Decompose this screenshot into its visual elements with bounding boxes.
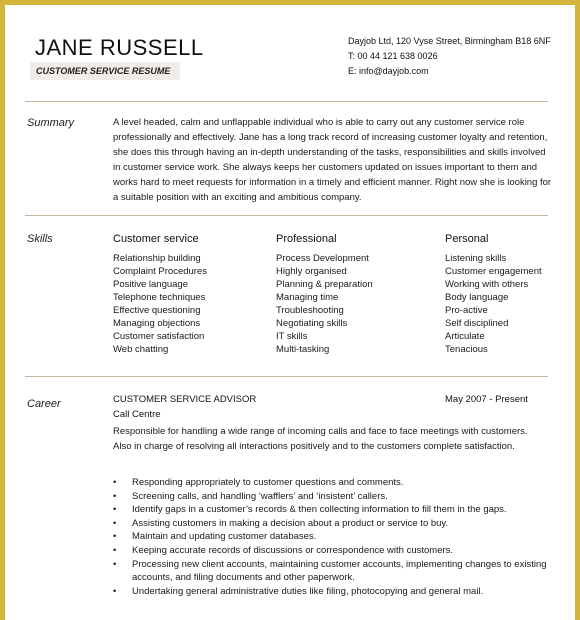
duty-text: Screening calls, and handling ‘wafflers’ and ‘insistent’ callers. bbox=[132, 490, 388, 502]
skill-item: Telephone techniques bbox=[113, 292, 206, 303]
skill-item: Pro-active bbox=[445, 305, 488, 316]
job-title: CUSTOMER SERVICE ADVISOR bbox=[113, 394, 257, 405]
skill-item: Body language bbox=[445, 292, 509, 303]
skills-column-heading: Professional bbox=[276, 233, 337, 245]
skills-column-personal bbox=[445, 233, 542, 356]
skills-column-heading: Personal bbox=[445, 233, 489, 245]
divider-summary bbox=[25, 101, 548, 102]
skills-heading: Skills bbox=[27, 233, 53, 245]
bullet-icon: • bbox=[113, 544, 117, 556]
list-item bbox=[113, 503, 553, 517]
list-item bbox=[113, 544, 553, 558]
duty-text: Identify gaps in a customer’s records & then collecting information to fill them in the gaps. bbox=[132, 504, 507, 516]
skill-item: Positive language bbox=[113, 279, 188, 290]
duty-text: Processing new client accounts, maintaining customer accounts, implementing changes to existing accounts, and filing documents and other paperwork. bbox=[132, 558, 547, 584]
duty-text: Assisting customers in making a decision about a product or service to buy. bbox=[132, 517, 449, 529]
skill-item: Listening skills bbox=[445, 253, 507, 264]
skill-item: Articulate bbox=[445, 331, 485, 342]
job-dates: May 2007 - Present bbox=[445, 394, 528, 405]
bullet-icon: • bbox=[113, 585, 117, 597]
candidate-name: JANE RUSSELL bbox=[35, 35, 204, 60]
skills-column-professional bbox=[276, 233, 373, 356]
skill-item: Managing time bbox=[276, 292, 339, 303]
duty-text: Undertaking general administrative duties like filing, photocopying and general mail. bbox=[132, 585, 484, 597]
list-item bbox=[113, 517, 553, 531]
skill-item: Process Development bbox=[276, 253, 369, 264]
skill-item: Highly organised bbox=[276, 266, 347, 277]
skill-item: Managing objections bbox=[113, 318, 201, 329]
contact-block bbox=[348, 34, 551, 79]
duty-text: Responding appropriately to customer questions and comments. bbox=[132, 477, 404, 488]
list-item bbox=[113, 490, 553, 504]
skill-item: Self disciplined bbox=[445, 318, 509, 329]
skill-item: Relationship building bbox=[113, 253, 201, 264]
skill-item: IT skills bbox=[276, 331, 308, 342]
divider-career bbox=[25, 376, 548, 377]
bullet-icon: • bbox=[113, 531, 117, 543]
list-item bbox=[113, 476, 553, 490]
summary-text: A level headed, calm and unflappable individual who is able to carry out any customer service role professionally and effectively. Jane has a long track record of increasing customer loyalty and retention, she does this through having an in-depth understanding of the tasks, responsibilities and skills involved in customer service work. She always keeps her customers updated on issues important to them and works hard to meet requests for information in a timely and efficient manner. Right now she is looking for a suitable position with an exciting and ambitious company. bbox=[113, 117, 552, 203]
divider-skills bbox=[25, 215, 548, 216]
duty-text: Keeping accurate records of discussions or correspondence with customers. bbox=[132, 544, 454, 556]
skill-item: Troubleshooting bbox=[276, 305, 344, 316]
summary-heading: Summary bbox=[27, 117, 75, 129]
skill-item: Web chatting bbox=[113, 344, 169, 355]
skill-item: Tenacious bbox=[445, 344, 488, 355]
contact-address: Dayjob Ltd, 120 Vyse Street, Birmingham B18 6NF bbox=[348, 36, 551, 46]
resume-page bbox=[5, 5, 575, 620]
employer-name: Call Centre bbox=[113, 409, 161, 420]
skills-column-heading: Customer service bbox=[113, 233, 199, 245]
bullet-icon: • bbox=[113, 490, 117, 502]
skill-item: Complaint Procedures bbox=[113, 266, 207, 277]
contact-email: E: info@dayjob.com bbox=[348, 66, 429, 76]
list-item bbox=[113, 585, 553, 599]
career-heading: Career bbox=[27, 398, 61, 410]
skill-item: Effective questioning bbox=[113, 305, 201, 316]
bullet-icon: • bbox=[113, 517, 117, 529]
duties-list bbox=[113, 476, 553, 598]
bullet-icon: • bbox=[113, 477, 117, 488]
skill-item: Planning & preparation bbox=[276, 279, 373, 290]
bullet-icon: • bbox=[113, 558, 117, 570]
skill-item: Negotiating skills bbox=[276, 318, 348, 329]
skill-item: Customer engagement bbox=[445, 266, 542, 277]
contact-phone: T: 00 44 121 638 0026 bbox=[348, 51, 438, 61]
skill-item: Working with others bbox=[445, 279, 529, 290]
list-item bbox=[113, 530, 553, 544]
list-item bbox=[113, 558, 553, 585]
bullet-icon: • bbox=[113, 504, 117, 516]
resume-tagline: CUSTOMER SERVICE RESUME bbox=[30, 62, 180, 80]
skill-item: Customer satisfaction bbox=[113, 331, 205, 342]
job-description: Responsible for handling a wide range of incoming calls and face to face meetings with customers. Also in charge of resolving all interactions positively and to the customers complete satisfaction. bbox=[113, 426, 528, 452]
skills-column-customer-service bbox=[113, 233, 207, 356]
duty-text: Maintain and updating customer databases. bbox=[132, 531, 317, 543]
skill-item: Multi-tasking bbox=[276, 344, 330, 355]
